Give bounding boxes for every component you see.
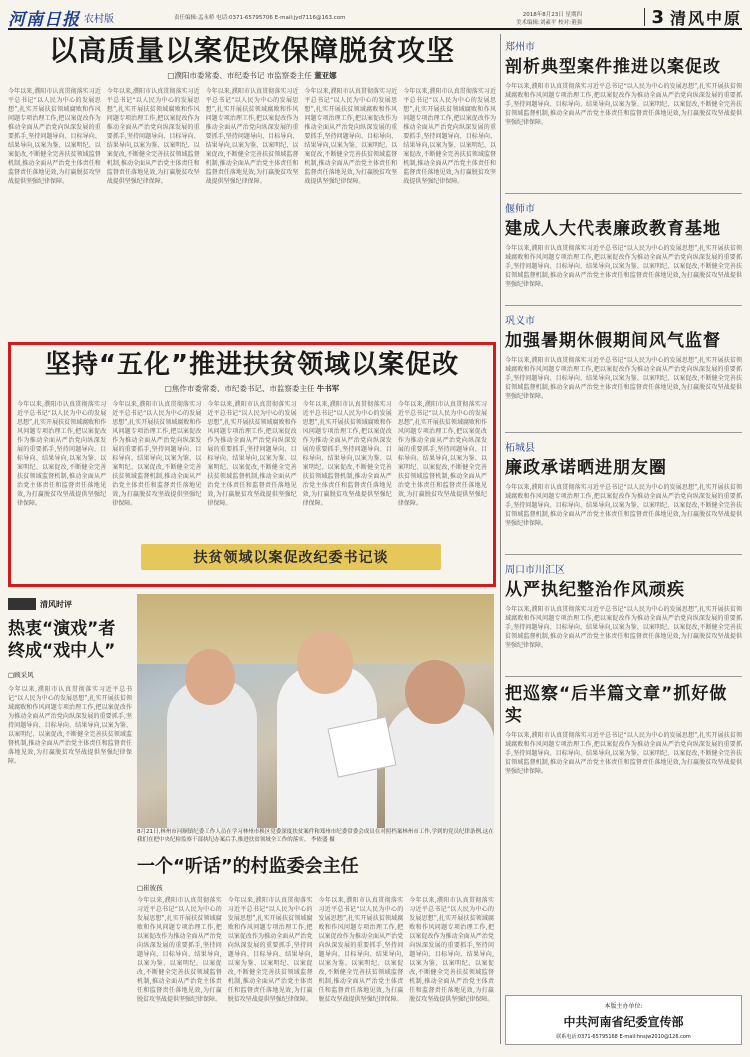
lead-text-col: 今年以来,濮阳市认真贯彻落实习近平总书记“以人民为中心的发展思想”,扎实开展扶贫领域腐败和作风问题专项治理工作,把以案促改作为推动全面从严治党向纵深发展的重要抓手,坚持问题导向、目标导向、结果导向,以案为鉴、以案明纪、以案促改,不断健全完善扶贫领域监督机制,推动全面从严治党主体责任和监督责任落地见效,为打赢脱贫攻坚战提供坚强纪律保障。	[106, 88, 200, 185]
story-text-col: 今年以来,濮阳市认真贯彻落实习近平总书记“以人民为中心的发展思想”,扎实开展扶贫领域腐败和作风问题专项治理工作,把以案促改作为推动全面从严治党向纵深发展的重要抓手,坚持问题导向、目标导向、结果导向,以案为鉴、以案明纪、以案促改,不断健全完善扶贫领域监督机制,推动全面从严治党主体责任和监督责任落地见效,为打赢脱贫攻坚战提供坚强纪律保障。	[227, 897, 313, 1003]
column-text: 今年以来,濮阳市认真贯彻落实习近平总书记“以人民为中心的发展思想”,扎实开展扶贫领域腐败和作风问题专项治理工作,把以案促改作为推动全面从严治党向纵深发展的重要抓手,坚持问题导向、目标导向、结果导向,以案为鉴、以案明纪、以案促改,不断健全完善扶贫领域监督机制,推动全面从严治党主体责任和监督责任落地见效,为打赢脱贫攻坚战提供坚强纪律保障。	[8, 686, 132, 765]
commentary-column	[8, 594, 132, 1045]
person-right-head	[405, 660, 465, 724]
news-photo	[137, 594, 494, 828]
story-columns	[137, 896, 494, 1046]
brief-place: 偃师市	[505, 204, 535, 215]
masthead	[8, 6, 742, 30]
lead-columns	[8, 87, 496, 342]
column-label-text: 清风时评	[40, 599, 72, 609]
divider	[644, 8, 645, 26]
brief-text: 今年以来,濮阳市认真贯彻落实习近平总书记“以人民为中心的发展思想”,扎实开展扶贫领域腐败和作风问题专项治理工作,把以案促改作为推动全面从严治党向纵深发展的重要抓手,坚持问题导向、目标导向、结果导向,以案为鉴、以案明纪、以案促改,不断健全完善扶贫领域监督机制,推动全面从严治党主体责任和监督责任落地见效,为打赢脱贫攻坚战提供坚强纪律保障。	[505, 606, 742, 649]
divider	[505, 432, 742, 433]
brief-text: 今年以来,濮阳市认真贯彻落实习近平总书记“以人民为中心的发展思想”,扎实开展扶贫领域腐败和作风问题专项治理工作,把以案促改作为推动全面从严治党向纵深发展的重要抓手,坚持问题导向、目标导向、结果导向,以案为鉴、以案明纪、以案促改,不断健全完善扶贫领域监督机制,推动全面从严治党主体责任和监督责任落地见效,为打赢脱贫攻坚战提供坚强纪律保障。	[505, 484, 742, 527]
feature-headline: 坚持“五化”推进扶贫领域以案促改	[44, 350, 460, 380]
feature-article-box	[8, 342, 496, 587]
brief-place: 周口市川汇区	[505, 565, 565, 576]
column-headline-line1: 热衷“演戏”者	[8, 619, 116, 639]
lead-text-col: 今年以来,濮阳市认真贯彻落实习近平总书记“以人民为中心的发展思想”,扎实开展扶贫领域腐败和作风问题专项治理工作,把以案促改作为推动全面从严治党向纵深发展的重要抓手,坚持问题导向、目标导向、结果导向,以案为鉴、以案明纪、以案促改,不断健全完善扶贫领域监督机制,推动全面从严治党主体责任和监督责任落地见效,为打赢脱贫攻坚战提供坚强纪律保障。	[205, 88, 299, 185]
section-title: 清风中原	[669, 8, 742, 28]
issue-date: 2018年8月23日 星期四	[522, 12, 582, 18]
feature-author: 牛书军	[316, 384, 340, 393]
column-headline	[8, 618, 132, 662]
column-label	[8, 598, 132, 610]
brief-item	[505, 439, 742, 548]
story-text-col: 今年以来,濮阳市认真贯彻落实习近平总书记“以人民为中心的发展思想”,扎实开展扶贫领域腐败和作风问题专项治理工作,把以案促改作为推动全面从严治党向纵深发展的重要抓手,坚持问题导向、目标导向、结果导向,以案为鉴、以案明纪、以案促改,不断健全完善扶贫领域监督机制,推动全面从严治党主体责任和监督责任落地见效,为打赢脱贫攻坚战提供坚强纪律保障。	[409, 897, 494, 1003]
brief-item	[505, 200, 742, 299]
right-news-column	[505, 34, 742, 941]
brief-text: 今年以来,濮阳市认真贯彻落实习近平总书记“以人民为中心的发展思想”,扎实开展扶贫领域腐败和作风问题专项治理工作,把以案促改作为推动全面从严治党向纵深发展的重要抓手,坚持问题导向、目标导向、结果导向,以案为鉴、以案明纪、以案促改,不断健全完善扶贫领域监督机制,推动全面从严治党主体责任和监督责任落地见效,为打赢脱贫攻坚战提供坚强纪律保障。	[505, 732, 742, 775]
column-headline-line2: 终成“戏中人”	[8, 641, 116, 661]
sponsor-box	[505, 995, 742, 1045]
divider	[505, 676, 742, 677]
lead-text-col: 今年以来,濮阳市认真贯彻落实习近平总书记“以人民为中心的发展思想”,扎实开展扶贫领域腐败和作风问题专项治理工作,把以案促改作为推动全面从严治党向纵深发展的重要抓手,坚持问题导向、目标导向、结果导向,以案为鉴、以案明纪、以案促改,不断健全完善扶贫领域监督机制,推动全面从严治党主体责任和监督责任落地见效,为打赢脱贫攻坚战提供坚强纪律保障。	[403, 88, 496, 185]
feature-text-col: 今年以来,濮阳市认真贯彻落实习近平总书记“以人民为中心的发展思想”,扎实开展扶贫领域腐败和作风问题专项治理工作,把以案促改作为推动全面从严治党向纵深发展的重要抓手,坚持问题导向、目标导向、结果导向,以案为鉴、以案明纪、以案促改,不断健全完善扶贫领域监督机制,推动全面从严治党主体责任和监督责任落地见效,为打赢脱贫攻坚战提供坚强纪律保障。	[397, 401, 488, 507]
lead-headline: 以高质量以案促改保障脱贫攻坚	[48, 34, 455, 67]
divider	[505, 305, 742, 306]
brief-item	[505, 683, 742, 941]
divider	[505, 193, 742, 194]
lead-author: 董亚娜	[314, 71, 337, 80]
brief-title: 加强暑期休假期间风气监督	[505, 331, 721, 351]
brief-text: 今年以来,濮阳市认真贯彻落实习近平总书记“以人民为中心的发展思想”,扎实开展扶贫领域腐败和作风问题专项治理工作,把以案促改作为推动全面从严治党向纵深发展的重要抓手,坚持问题导向、目标导向、结果导向,以案为鉴、以案明纪、以案促改,不断健全完善扶贫领域监督机制,推动全面从严治党主体责任和监督责任落地见效,为打赢脱贫攻坚战提供坚强纪律保障。	[505, 357, 742, 400]
person-center-head	[297, 632, 353, 694]
feature-text-col: 今年以来,濮阳市认真贯彻落实习近平总书记“以人民为中心的发展思想”,扎实开展扶贫领域腐败和作风问题专项治理工作,把以案促改作为推动全面从严治党向纵深发展的重要抓手,坚持问题导向、目标导向、结果导向,以案为鉴、以案明纪、以案促改,不断健全完善扶贫领域监督机制,推动全面从严治党主体责任和监督责任落地见效,为打赢脱贫攻坚战提供坚强纪律保障。	[207, 401, 297, 507]
staff-info: 美术编辑:刘素平 校对:董强	[516, 20, 582, 26]
feature-columns	[17, 400, 487, 550]
sponsor-label: 本版主办单位:	[604, 1002, 643, 1010]
brief-text: 今年以来,濮阳市认真贯彻落实习近平总书记“以人民为中心的发展思想”,扎实开展扶贫领域腐败和作风问题专项治理工作,把以案促改作为推动全面从严治党向纵深发展的重要抓手,坚持问题导向、目标导向、结果导向,以案为鉴、以案明纪、以案促改,不断健全完善扶贫领域监督机制,推动全面从严治党主体责任和监督责任落地见效,为打赢脱贫攻坚战提供坚强纪律保障。	[505, 83, 742, 126]
brief-title: 廉政承诺晒进朋友圈	[505, 458, 667, 478]
story-author: □崔彼孩	[137, 884, 163, 892]
brief-place: 郑州市	[505, 42, 535, 53]
column-badge	[8, 598, 36, 610]
divider	[505, 554, 742, 555]
edition-label: 农村版	[84, 13, 114, 25]
feature-byline-text: □焦作市委常委、市纪委书记、市监察委主任	[164, 384, 315, 393]
brief-item	[505, 38, 742, 187]
page-header	[644, 6, 742, 28]
story-article	[137, 855, 494, 1046]
feature-text-col: 今年以来,濮阳市认真贯彻落实习近平总书记“以人民为中心的发展思想”,扎实开展扶贫领域腐败和作风问题专项治理工作,把以案促改作为推动全面从严治党向纵深发展的重要抓手,坚持问题导向、目标导向、结果导向,以案为鉴、以案明纪、以案促改,不断健全完善扶贫领域监督机制,推动全面从严治党主体责任和监督责任落地见效,为打赢脱贫攻坚战提供坚强纪律保障。	[302, 401, 392, 507]
brief-title: 把巡察“后半篇文章”抓好做实	[505, 684, 728, 726]
photo-caption: 8月21日,林州市河顺镇纪委工作人员在学习林州市换区党委深度扶贫案件和郑州市纪委常委会成员在对照档案林州市工作,学到的党员纪律条例,这在我们在把中央纪检监察干部执纪办案后手,推进扶贫领域全工作的落实。 李依盛 摄	[137, 829, 494, 843]
brief-place: 柘城县	[505, 443, 535, 454]
lead-text-col: 今年以来,濮阳市认真贯彻落实习近平总书记“以人民为中心的发展思想”,扎实开展扶贫领域腐败和作风问题专项治理工作,把以案促改作为推动全面从严治党向纵深发展的重要抓手,坚持问题导向、目标导向、结果导向,以案为鉴、以案明纪、以案促改,不断健全完善扶贫领域监督机制,推动全面从严治党主体责任和监督责任落地见效,为打赢脱贫攻坚战提供坚强纪律保障。	[8, 88, 101, 185]
feature-byline	[17, 383, 487, 394]
lead-byline-text: □濮阳市委常委、市纪委书记 市监察委主任	[167, 71, 312, 80]
brief-text: 今年以来,濮阳市认真贯彻落实习近平总书记“以人民为中心的发展思想”,扎实开展扶贫领域腐败和作风问题专项治理工作,把以案促改作为推动全面从严治党向纵深发展的重要抓手,坚持问题导向、目标导向、结果导向,以案为鉴、以案明纪、以案促改,不断健全完善扶贫领域监督机制,推动全面从严治党主体责任和监督责任落地见效,为打赢脱贫攻坚战提供坚强纪律保障。	[505, 245, 742, 288]
story-text-col: 今年以来,濮阳市认真贯彻落实习近平总书记“以人民为中心的发展思想”,扎实开展扶贫领域腐败和作风问题专项治理工作,把以案促改作为推动全面从严治党向纵深发展的重要抓手,坚持问题导向、目标导向、结果导向,以案为鉴、以案明纪、以案促改,不断健全完善扶贫领域监督机制,推动全面从严治党主体责任和监督责任落地见效,为打赢脱贫攻坚战提供坚强纪律保障。	[137, 897, 222, 1003]
brief-title: 剖析典型案件推进以案促改	[505, 57, 721, 77]
story-text-col: 今年以来,濮阳市认真贯彻落实习近平总书记“以人民为中心的发展思想”,扎实开展扶贫领域腐败和作风问题专项治理工作,把以案促改作为推动全面从严治党向纵深发展的重要抓手,坚持问题导向、目标导向、结果导向,以案为鉴、以案明纪、以案促改,不断健全完善扶贫领域监督机制,推动全面从严治党主体责任和监督责任落地见效,为打赢脱贫攻坚战提供坚强纪律保障。	[318, 897, 404, 1003]
feature-text-col: 今年以来,濮阳市认真贯彻落实习近平总书记“以人民为中心的发展思想”,扎实开展扶贫领域腐败和作风问题专项治理工作,把以案促改作为推动全面从严治党向纵深发展的重要抓手,坚持问题导向、目标导向、结果导向,以案为鉴、以案明纪、以案促改,不断健全完善扶贫领域监督机制,推动全面从严治党主体责任和监督责任落地见效,为打赢脱贫攻坚战提供坚强纪律保障。	[17, 401, 107, 507]
sponsor-contact: 联系电话:0371-65795168 E-mail:hnsjw2010@126.com	[556, 1033, 691, 1040]
lead-article	[8, 34, 496, 342]
series-banner-text: 扶贫领域以案促改纪委书记谈	[193, 550, 389, 566]
brief-item	[505, 312, 742, 426]
page-number: 3	[651, 6, 664, 28]
lead-text-col: 今年以来,濮阳市认真贯彻落实习近平总书记“以人民为中心的发展思想”,扎实开展扶贫领域腐败和作风问题专项治理工作,把以案促改作为推动全面从严治党向纵深发展的重要抓手,坚持问题导向、目标导向、结果导向,以案为鉴、以案明纪、以案促改,不断健全完善扶贫领域监督机制,推动全面从严治党主体责任和监督责任落地见效,为打赢脱贫攻坚战提供坚强纪律保障。	[304, 88, 398, 185]
column-divider	[500, 34, 501, 1044]
story-headline: 一个“听话”的村监委会主任	[137, 856, 359, 877]
brief-item	[505, 561, 742, 670]
column-author: □顾采风	[8, 671, 34, 679]
newspaper-logo: 河南日报	[8, 9, 80, 30]
editor-info: 责任编辑:孟永桥 电话:0371-65795706 E-mail:jyd7116@163.com	[174, 15, 346, 21]
brief-title: 从严执纪整治作风顽疾	[505, 580, 685, 600]
sponsor-name: 中共河南省纪委宣传部	[563, 1014, 684, 1029]
feature-text-col: 今年以来,濮阳市认真贯彻落实习近平总书记“以人民为中心的发展思想”,扎实开展扶贫领域腐败和作风问题专项治理工作,把以案促改作为推动全面从严治党向纵深发展的重要抓手,坚持问题导向、目标导向、结果导向,以案为鉴、以案明纪、以案促改,不断健全完善扶贫领域监督机制,推动全面从严治党主体责任和监督责任落地见效,为打赢脱贫攻坚战提供坚强纪律保障。	[112, 401, 202, 507]
brief-title: 建成人大代表廉政教育基地	[505, 219, 721, 239]
series-banner	[141, 544, 441, 570]
lead-byline	[8, 70, 496, 81]
person-left-head	[185, 649, 235, 705]
brief-place: 巩义市	[505, 316, 535, 327]
